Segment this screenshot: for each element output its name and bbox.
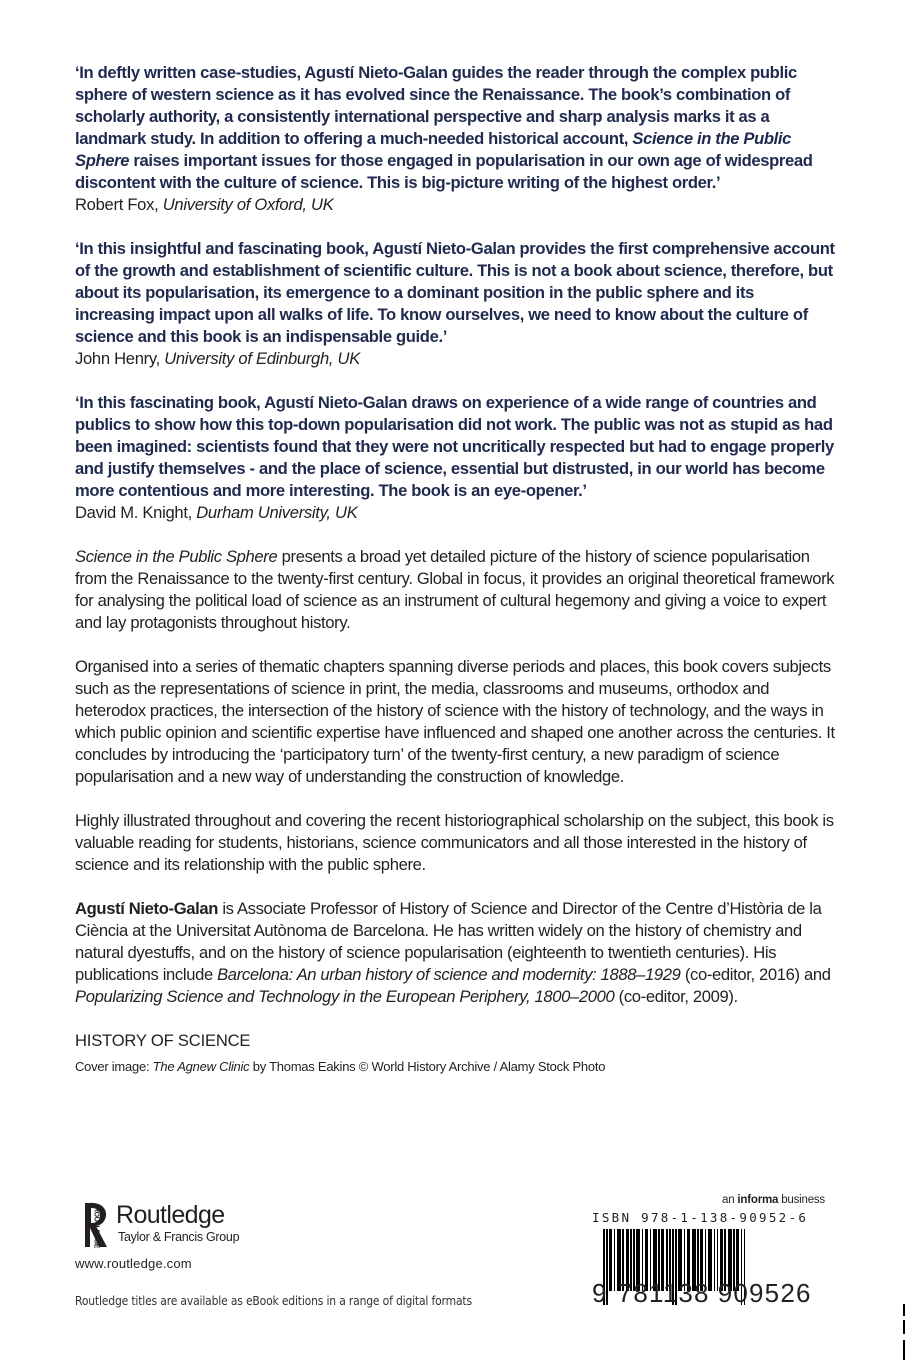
- publisher-website[interactable]: www.routledge.com: [75, 1256, 192, 1271]
- reviewer-name: David M. Knight,: [75, 503, 197, 522]
- review-2: [75, 238, 835, 370]
- review-3: [75, 392, 835, 524]
- author-bio: Agustí Nieto-Galan is Associate Professor of History of Science and Director of the Centre d’Història de la Ciència at the Universitat Autònoma de Barcelona. He has written widely on the history of chemistry and natural dyestuffs, and on the history of science popularisation (eighteenth to twentieth centuries). His publications include Barcelona: An urban history of science and modernity: 1888–1929 (co-editor, 2016) and Popularizing Science and Technology in the European Periphery, 1800–2000 (co-editor, 2009).: [75, 899, 831, 1006]
- barcode-digits: 9 781138 909526: [592, 1278, 812, 1308]
- back-cover-text: [75, 62, 835, 1076]
- crop-mark: [903, 1320, 905, 1334]
- description-paragraph-1: Science in the Public Sphere presents a broad yet detailed picture of the history of science popularisation from the Renaissance to the twenty-first century. Global in focus, it provides an original theoretical framework for analysing the political load of science as an instrument of cultural hegemony and giving a voice to expert and lay protagonists throughout history.: [75, 547, 835, 632]
- crop-mark: [903, 1340, 905, 1360]
- routledge-vertical-wordmark: ROUTLEDGE: [92, 1206, 100, 1249]
- review-attribution: [75, 348, 835, 370]
- ebook-note: Routledge titles are available as eBook editions in a range of digital formats: [75, 1294, 472, 1308]
- reviewer-affiliation: Durham University, UK: [196, 503, 358, 522]
- subject-category: HISTORY OF SCIENCE: [75, 1031, 251, 1050]
- review-1: [75, 62, 835, 216]
- book-title: Science in the Public Sphere: [75, 129, 792, 170]
- publication-title: Barcelona: An urban history of science and modernity: 1888–1929: [217, 965, 681, 984]
- book-title: Science in the Public Sphere: [75, 547, 278, 566]
- reviewer-affiliation: University of Oxford, UK: [162, 195, 334, 214]
- review-attribution: [75, 502, 835, 524]
- publisher-group: Taylor & Francis Group: [118, 1230, 240, 1244]
- reviewer-name: John Henry,: [75, 349, 165, 368]
- review-quote: ‘In this insightful and fascinating book, Agustí Nieto-Galan provides the first comprehensive account of the growth and establishment of scientific culture. This is not a book about science, therefore, but about its popularisation, its emergence to a dominant position in the public sphere and its increasing impact upon all walks of life. To know ourselves, we need to know about the culture of science and this book is an indispensable guide.’: [75, 239, 835, 346]
- review-quote: ‘In deftly written case-studies, Agustí Nieto-Galan guides the reader through the complex public sphere of western science as it has evolved since the Renaissance. The book’s combination of scholarly authority, a consistently international perspective and sharp analysis marks it as a landmark study. In addition to offering a much-needed historical account, Science in the Public Sphere raises important issues for those engaged in popularisation in our own age of widespread discontent with the culture of science. This is big-picture writing of the highest order.’: [75, 63, 813, 192]
- review-quote: ‘In this fascinating book, Agustí Nieto-Galan draws on experience of a wide range of countries and publics to show how this top-down popularisation did not work. The public was not as stupid as had been imagined: scientists found that they were not uncritically respected but had to engage properly and justify themselves - and the place of science, essential but distrusted, in our world has become more contentious and more interesting. The book is an eye-opener.’: [75, 393, 834, 500]
- description-paragraph-3: Highly illustrated throughout and covering the recent historiographical scholarship on the subject, this book is valuable reading for students, historians, science communicators and all those interested in the history of science and its relationship with the public sphere.: [75, 811, 834, 874]
- back-cover-footer: [75, 1194, 835, 1338]
- author-name: Agustí Nieto-Galan: [75, 899, 219, 918]
- publisher-name: Routledge: [116, 1201, 225, 1229]
- reviewer-name: Robert Fox,: [75, 195, 163, 214]
- routledge-logo: [75, 1198, 255, 1250]
- reviewer-affiliation: University of Edinburgh, UK: [164, 349, 360, 368]
- crop-mark: [903, 1304, 905, 1316]
- isbn-label: ISBN 978-1-138-90952-6: [592, 1210, 809, 1225]
- review-attribution: [75, 194, 835, 216]
- description-paragraph-2: Organised into a series of thematic chapters spanning diverse periods and places, this book covers subjects such as the representations of science in print, the media, classrooms and museums, orthodox and heterodox practices, the intersection of the history of science with the history of technology, and the ways in which public opinion and scientific expertise have influenced and shaped one another across the centuries. It concludes by introducing the ‘participatory turn’ of the twenty-first century, a new paradigm of science popularisation and a new way of understanding the construction of knowledge.: [75, 657, 835, 786]
- cover-credit: Cover image: The Agnew Clinic by Thomas Eakins © World History Archive / Alamy Stock Photo: [75, 1059, 606, 1074]
- publication-title: Popularizing Science and Technology in the European Periphery, 1800–2000: [75, 987, 615, 1006]
- informa-business-tag: an informa business: [722, 1194, 825, 1206]
- artwork-title: The Agnew Clinic: [152, 1059, 250, 1074]
